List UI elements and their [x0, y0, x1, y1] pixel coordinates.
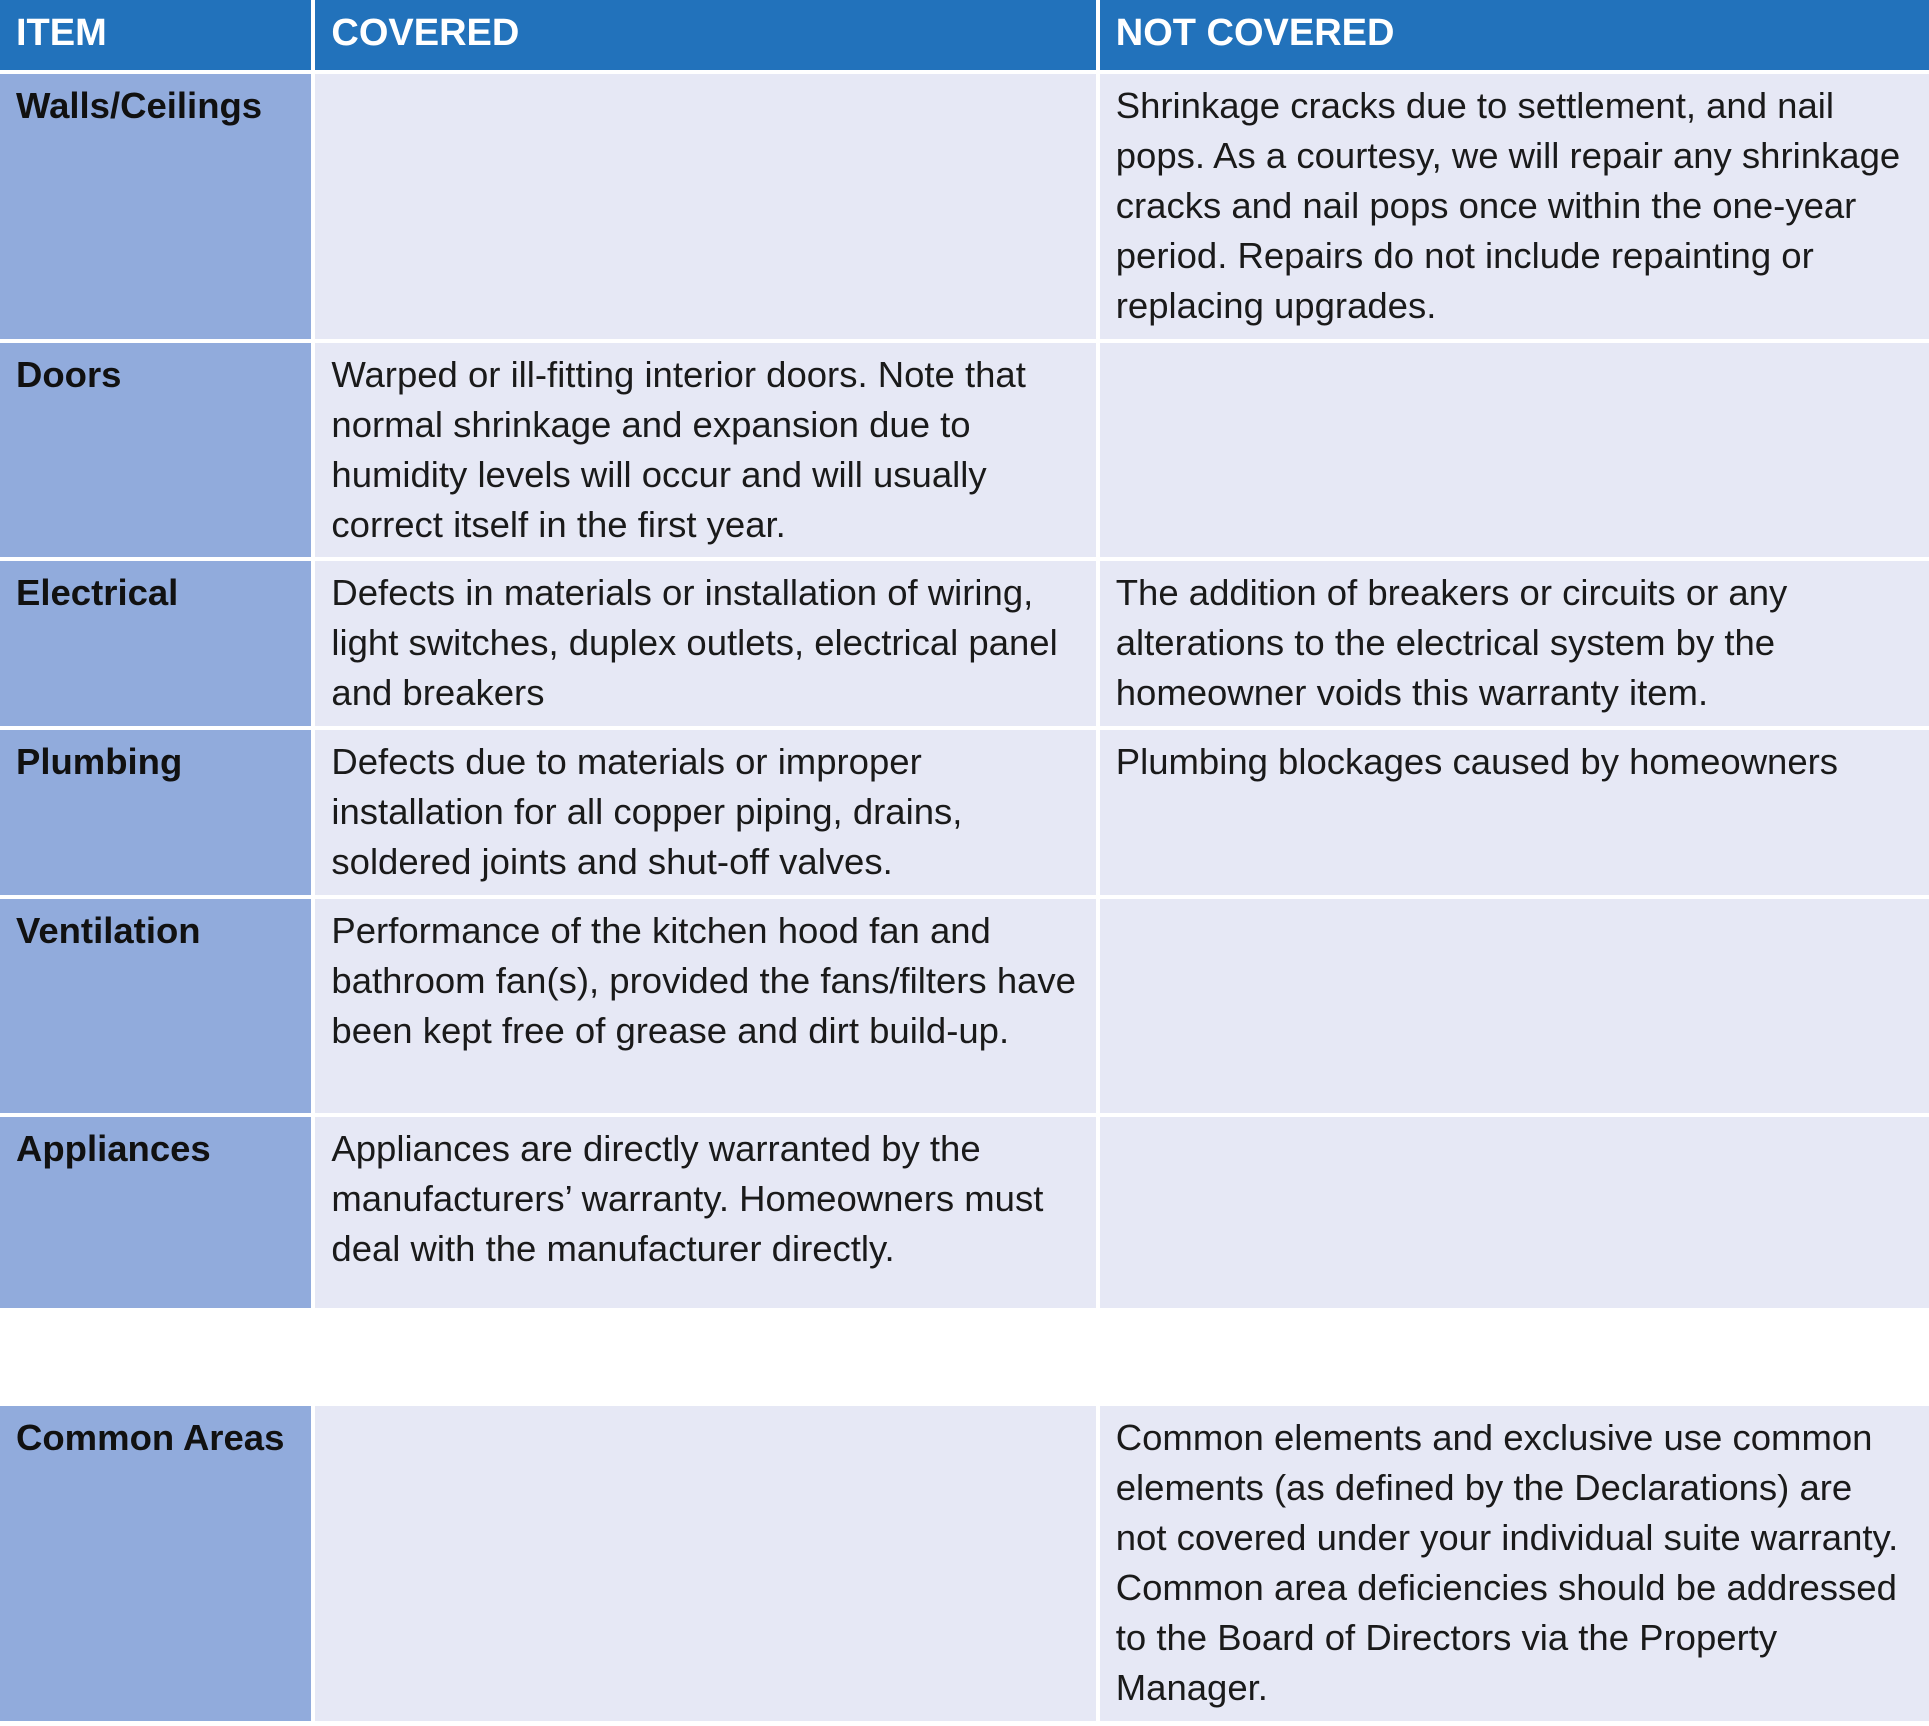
covered-cell: Defects in materials or installation of wiring, light switches, duplex outlets, electrical panel and breakers	[315, 561, 1095, 726]
header-item: ITEM	[0, 0, 311, 70]
item-common-areas: Common Areas	[0, 1406, 311, 1721]
table-header-row	[0, 0, 1929, 70]
table-row	[0, 1117, 1929, 1308]
not-covered-cell: Plumbing blockages caused by homeowners	[1100, 730, 1929, 895]
not-covered-cell: The addition of breakers or circuits or any alterations to the electrical system by the homeowner voids this warranty item.	[1100, 561, 1929, 726]
common-areas-table	[0, 1406, 1929, 1721]
item-appliances: Appliances	[0, 1117, 311, 1308]
item-doors: Doors	[0, 343, 311, 557]
header-not-covered: NOT COVERED	[1100, 0, 1929, 70]
item-ventilation: Ventilation	[0, 899, 311, 1113]
not-covered-cell	[1100, 1117, 1929, 1308]
table-row	[0, 730, 1929, 895]
not-covered-cell: Shrinkage cracks due to settlement, and nail pops. As a courtesy, we will repair any shrinkage cracks and nail pops once within the one-year period. Repairs do not include repainting or replacing upgrades.	[1100, 74, 1929, 339]
table-row	[0, 899, 1929, 1113]
table-row	[0, 343, 1929, 557]
covered-cell: Warped or ill-fitting interior doors. Note that normal shrinkage and expansion due to humidity levels will occur and will usually correct itself in the first year.	[315, 343, 1095, 557]
item-walls-ceilings: Walls/Ceilings	[0, 74, 311, 339]
covered-cell: Defects due to materials or improper installation for all copper piping, drains, soldered joints and shut-off valves.	[315, 730, 1095, 895]
covered-cell: Appliances are directly warranted by the manufacturers’ warranty. Homeowners must deal with the manufacturer directly.	[315, 1117, 1095, 1308]
table-row	[0, 1406, 1929, 1721]
covered-cell	[315, 74, 1095, 339]
covered-cell	[315, 1406, 1095, 1721]
table-row	[0, 74, 1929, 339]
item-electrical: Electrical	[0, 561, 311, 726]
header-covered: COVERED	[315, 0, 1095, 70]
item-plumbing: Plumbing	[0, 730, 311, 895]
not-covered-cell	[1100, 899, 1929, 1113]
not-covered-cell: Common elements and exclusive use common elements (as defined by the Declarations) are not covered under your individual suite warranty. Common area deficiencies should be addressed to the Board of Directors via the Property Manager.	[1100, 1406, 1929, 1721]
not-covered-cell	[1100, 343, 1929, 557]
table-row	[0, 561, 1929, 726]
covered-cell: Performance of the kitchen hood fan and bathroom fan(s), provided the fans/filters have been kept free of grease and dirt build-up.	[315, 899, 1095, 1113]
